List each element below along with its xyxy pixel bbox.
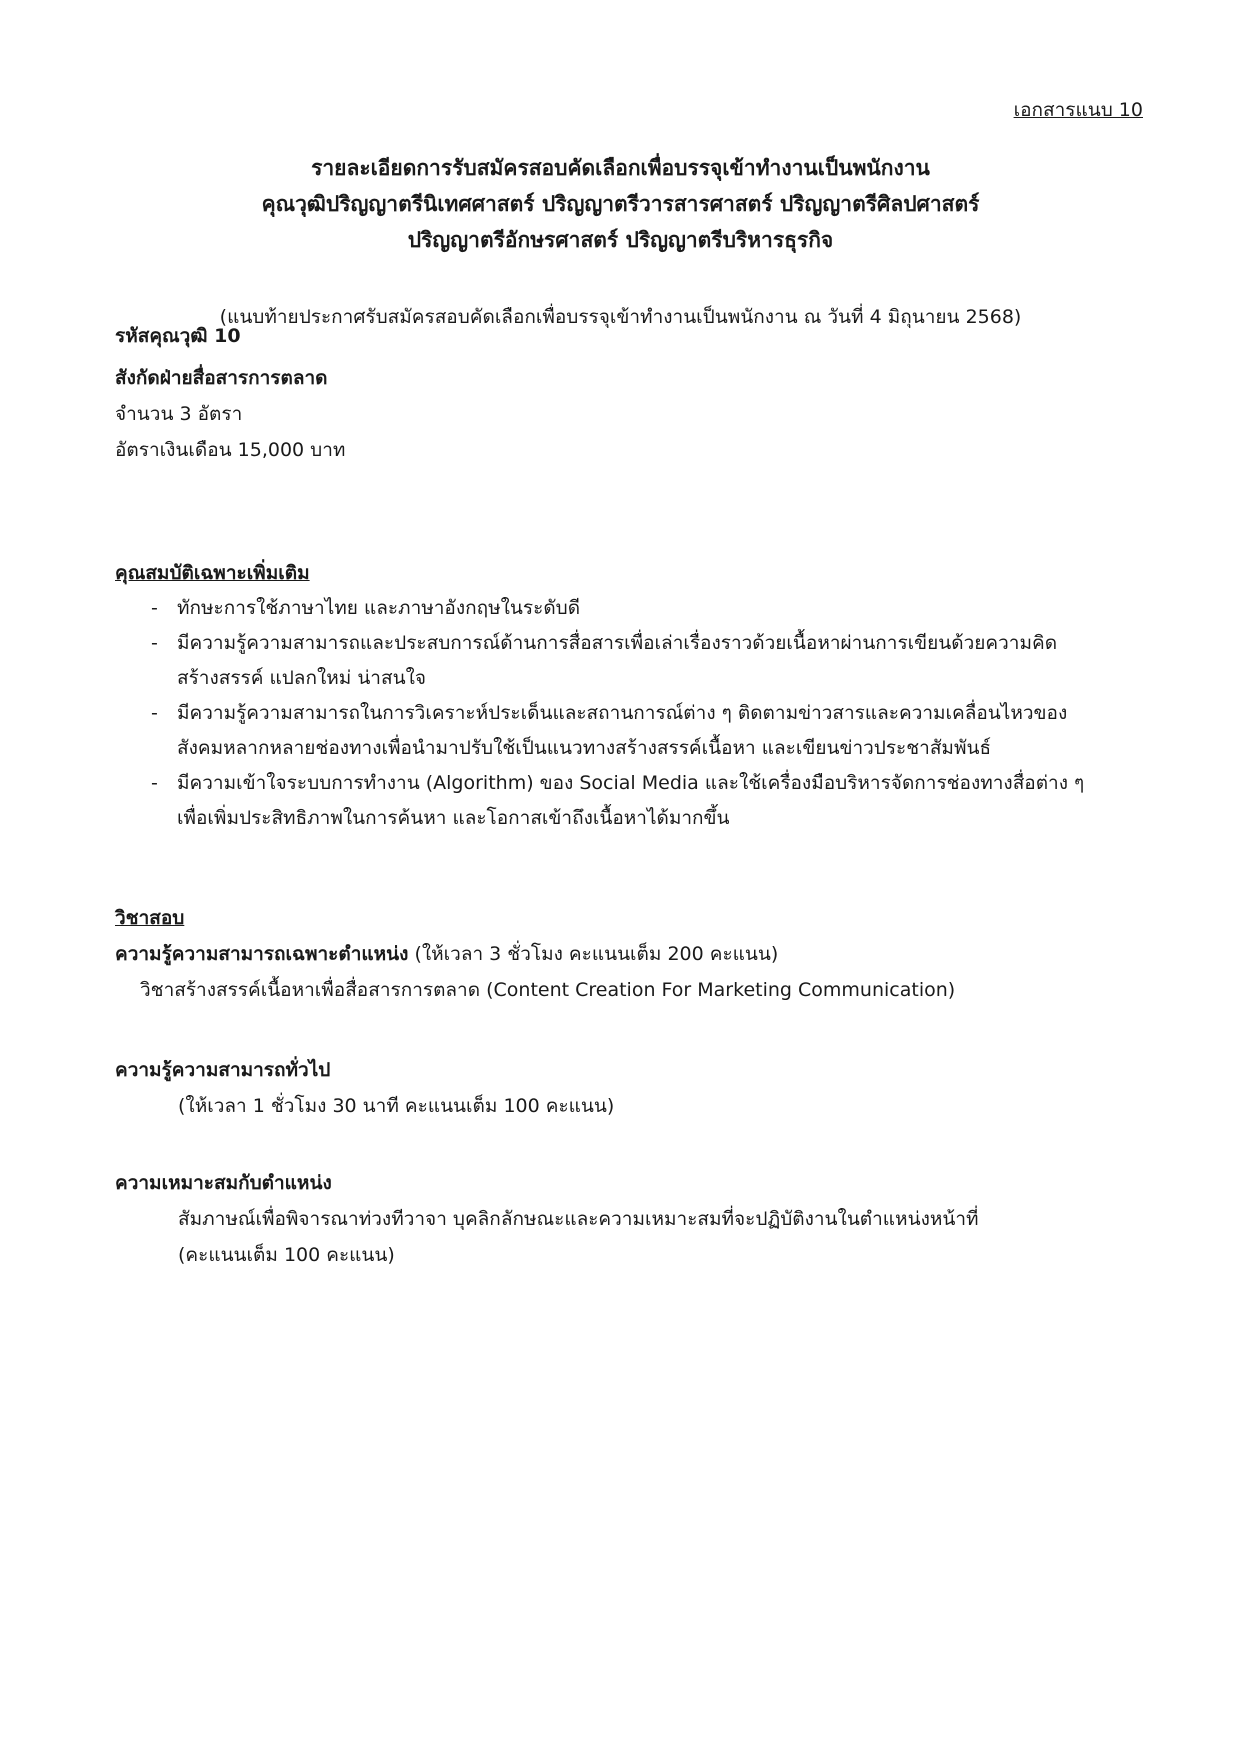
department: สังกัดฝ่ายสื่อสารการตลาด [115,367,328,389]
additional-qualifications [115,555,1145,836]
title-line-1: รายละเอียดการรับสมัครสอบคัดเลือกเพื่อบรรจุเข้าทำงานเป็นพนักงาน [311,156,930,180]
exam-suitability [115,1165,1145,1273]
exam-specific: ความรู้ความสามารถเฉพาะตำแหน่ง (ให้เวลา 3 ชั่วโมง คะแนนเต็ม 200 คะแนน) [115,943,779,965]
salary: อัตราเงินเดือน 15,000 บาท [115,439,346,461]
title-line-2: คุณวุฒิปริญญาตรีนิเทศศาสตร์ ปริญญาตรีวารสารศาสตร์ ปริญญาตรีศิลปศาสตร์ [261,192,980,216]
list-item: - ทักษะการใช้ภาษาไทย และภาษาอังกฤษในระดับดี [151,597,581,619]
additional-qualifications-heading: คุณสมบัติเฉพาะเพิ่มเติม [115,562,310,584]
exam-heading: วิชาสอบ [115,907,185,929]
qualification-code: รหัสคุณวุฒิ 10 [115,325,241,347]
exam-section [115,900,1145,1008]
exam-general [115,1052,1145,1124]
title-line-3: ปริญญาตรีอักษรศาสตร์ ปริญญาตรีบริหารธุรกิจ [407,228,834,252]
exam-general-detail: (ให้เวลา 1 ชั่วโมง 30 นาที คะแนนเต็ม 100 คะแนน) [178,1095,615,1117]
list-item: - มีความรู้ความสามารถในการวิเคราะห์ประเด็นและสถานการณ์ต่าง ๆ ติดตามข่าวสารและความเคลื่อนไหวของ สังคมหลากหลายช่องทางเพื่อนำมาปรับใช้เป็นแนวทางสร้างสรรค์เนื้อหา และเขียนข่าวประชาสัมพันธ์ [151,702,1068,759]
announcement-reference: (แนบท้ายประกาศรับสมัครสอบคัดเลือกเพื่อบรรจุเข้าทำงานเป็นพนักงาน ณ วันที่ 4 มิถุนายน 2568) [219,306,1022,328]
exam-specific-subject: วิชาสร้างสรรค์เนื้อหาเพื่อสื่อสารการตลาด (Content Creation For Marketing Communication) [140,979,956,1001]
exam-suitability-title: ความเหมาะสมกับตำแหน่ง [115,1172,332,1194]
qualification-list [115,591,1145,836]
positions-count: จำนวน 3 อัตรา [115,403,243,425]
document-title [0,150,1241,258]
position-info [115,318,1145,354]
attachment-label: เอกสารแนบ 10 [1013,99,1143,121]
list-item: - มีความเข้าใจระบบการทำงาน (Algorithm) ของ Social Media และใช้เครื่องมือบริหารจัดการช่องทางสื่อต่าง ๆ เพื่อเพิ่มประสิทธิภาพในการค้นหา และโอกาสเข้าถึงเนื้อหาได้มากขึ้น [151,772,1085,829]
exam-suitability-score: (คะแนนเต็ม 100 คะแนน) [178,1244,395,1266]
exam-suitability-detail: สัมภาษณ์เพื่อพิจารณาท่วงทีวาจา บุคลิกลักษณะและความเหมาะสมที่จะปฏิบัติงานในตำแหน่งหน้าที่ [178,1208,979,1230]
list-item: - มีความรู้ความสามารถและประสบการณ์ด้านการสื่อสารเพื่อเล่าเรื่องราวด้วยเนื้อหาผ่านการเขียนด้วยความคิด สร้างสรรค์ แปลกใหม่ น่าสนใจ [151,632,1058,689]
position-details [115,360,1145,468]
exam-general-title: ความรู้ความสามารถทั่วไป [115,1059,331,1081]
